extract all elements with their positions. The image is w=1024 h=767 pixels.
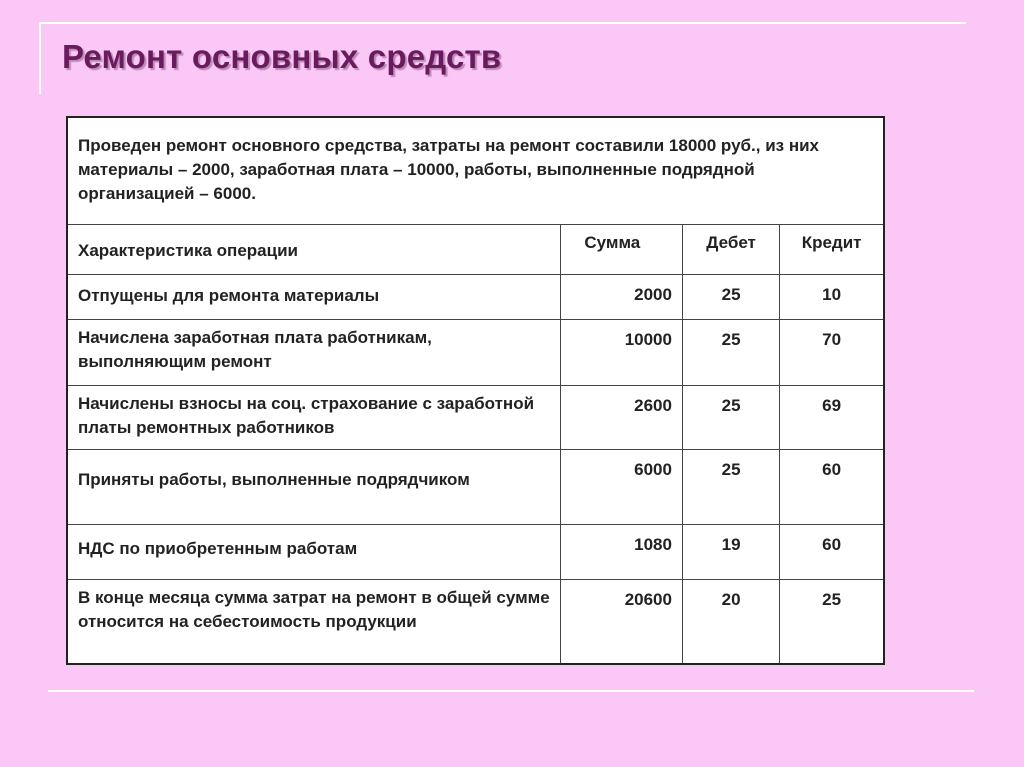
debit-cell: 25 bbox=[682, 320, 779, 386]
table-row bbox=[67, 386, 884, 450]
amount-cell: 20600 bbox=[560, 580, 682, 665]
table-row bbox=[67, 580, 884, 665]
intro-row bbox=[67, 117, 884, 225]
table-row bbox=[67, 450, 884, 525]
operation-cell: НДС по приобретенным работам bbox=[67, 525, 560, 580]
amount-cell: 10000 bbox=[560, 320, 682, 386]
table-row bbox=[67, 525, 884, 580]
credit-cell: 10 bbox=[780, 275, 884, 320]
amount-cell: 2000 bbox=[560, 275, 682, 320]
debit-cell: 25 bbox=[682, 275, 779, 320]
amount-cell: 6000 bbox=[560, 450, 682, 525]
credit-cell: 70 bbox=[780, 320, 884, 386]
table-row bbox=[67, 275, 884, 320]
debit-cell: 25 bbox=[682, 450, 779, 525]
debit-cell: 19 bbox=[682, 525, 779, 580]
operation-cell: Приняты работы, выполненные подрядчиком bbox=[67, 450, 560, 525]
intro-text: Проведен ремонт основного средства, затраты на ремонт составили 18000 руб., из них материалы – 2000, заработная плата – 10000, работы, выполненные подрядной организацией – 6000. bbox=[67, 117, 884, 225]
bottom-divider bbox=[48, 690, 974, 692]
credit-cell: 60 bbox=[780, 450, 884, 525]
debit-cell: 25 bbox=[682, 386, 779, 450]
left-divider bbox=[39, 22, 41, 94]
header-credit: Кредит bbox=[780, 225, 884, 275]
credit-cell: 25 bbox=[780, 580, 884, 665]
table-row bbox=[67, 320, 884, 386]
ledger-table bbox=[66, 116, 885, 665]
header-operation: Характеристика операции bbox=[67, 225, 560, 275]
top-divider bbox=[40, 22, 966, 24]
credit-cell: 60 bbox=[780, 525, 884, 580]
operation-cell: Отпущены для ремонта материалы bbox=[67, 275, 560, 320]
amount-cell: 2600 bbox=[560, 386, 682, 450]
debit-cell: 20 bbox=[682, 580, 779, 665]
credit-cell: 69 bbox=[780, 386, 884, 450]
slide-title: Ремонт основных средств bbox=[62, 38, 502, 75]
operation-cell: Начислены взносы на соц. страхование с заработной платы ремонтных работников bbox=[67, 386, 560, 450]
header-row bbox=[67, 225, 884, 275]
operation-cell: В конце месяца сумма затрат на ремонт в общей сумме относится на себестоимость продукции bbox=[67, 580, 560, 665]
header-debit: Дебет bbox=[682, 225, 779, 275]
operation-cell: Начислена заработная плата работникам, выполняющим ремонт bbox=[67, 320, 560, 386]
header-amount: Сумма bbox=[560, 225, 682, 275]
amount-cell: 1080 bbox=[560, 525, 682, 580]
